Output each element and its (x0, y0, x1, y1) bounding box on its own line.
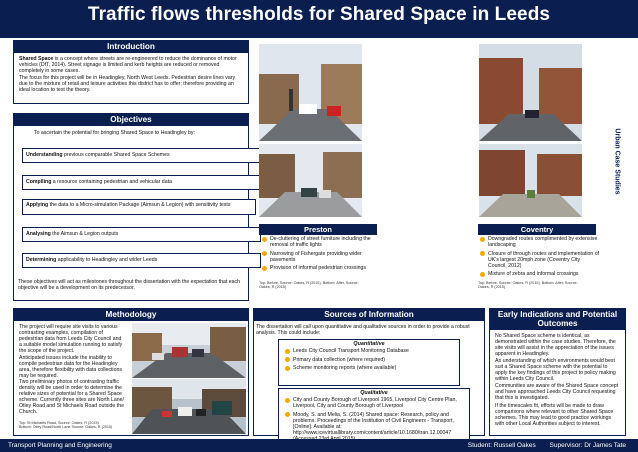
photo-preston-after (259, 144, 362, 217)
qualitative-box (278, 388, 470, 442)
objective-item (22, 175, 261, 190)
methodology-p3: Two preliminary photos of contrasting traffic density will be used in order to determine the relative sizes of potential for a Shared Space scheme. Currently three sites are North Lane/ Otley Road and St Michaels Road outside the Church. (19, 379, 124, 415)
shared-space-term: Shared Space (19, 56, 54, 62)
sources-heading: Sources of Information (253, 308, 485, 321)
bullet-icon (480, 272, 485, 277)
bullet-text: Moody, S. and Melia, S. (2014) Shared space: Research, policy and problems. Proceedings of the Institution of Civil Engineers - Transport, [Online]. Available at: http://www.icevirtuallibrary.com/content/article/10.1680/tran.12.00047 (293, 411, 454, 436)
list-item (285, 348, 455, 354)
bullet-icon (262, 251, 267, 256)
bullet-text: City and County Borough of Liverpool 1965, Liverpool City Centre Plan, Liverpool, City and County Borough of Liverpool (293, 397, 457, 409)
list-item (262, 236, 380, 248)
objective-item (22, 253, 261, 268)
footer-credits (456, 442, 626, 449)
objectives-intro: To ascertain the potential for bringing Shared Space to Headingley by: (34, 130, 195, 136)
methodology-p2: Anticipated issues include the inability to compile pedestrian data for the Headingley area, therefore flexibility with data collections may be required. (19, 355, 122, 379)
methodology-panel (13, 308, 249, 436)
objectives-body (13, 126, 249, 301)
list-item (285, 357, 455, 363)
objective-item (22, 227, 261, 242)
bullet-icon (285, 412, 290, 417)
introduction-p1 (19, 56, 243, 74)
methodology-p1: The project will require site visits to various contrasting examples, compilation of pedestrian data from Leeds City Council and a suitable model simulation running to satisfy the scope of the project. (19, 324, 123, 354)
bullet-icon (285, 366, 290, 371)
bullet-text: Provision of informal pedestrian crossings (270, 265, 367, 271)
title-bar (0, 0, 638, 38)
list-item (480, 271, 600, 277)
introduction-panel (13, 40, 249, 104)
sources-panel (253, 308, 485, 436)
list-item (262, 251, 380, 263)
list-item (285, 412, 465, 442)
objective-key: Compiling (26, 179, 52, 185)
bullet-icon (285, 357, 290, 362)
poster-title: Traffic flows thresholds for Shared Space in Leeds (87, 4, 551, 25)
objective-text: previous comparable Shared Space Schemes (62, 152, 170, 158)
objective-key: Analysing (26, 231, 51, 237)
footer-programme: Transport Planning and Engineering (8, 442, 112, 449)
photo-otley-road-north-lane (132, 379, 246, 434)
bullet-icon (480, 251, 485, 256)
methodology-heading: Methodology (13, 308, 249, 321)
quantitative-heading: Quantitative (353, 341, 385, 347)
objective-key: Determining (26, 257, 57, 263)
sources-body (253, 321, 485, 436)
outcomes-p1: No Shared Space scheme is identical, as demonstrated within the case studies. Therefore, the site visits will assist in the appreciation of the issues apparent in Headingley. (495, 333, 616, 357)
bullet-text: Downgraded routes complimented by extensive landscaping (488, 236, 598, 248)
bullet-icon (285, 398, 290, 403)
introduction-p1-rest: is a concept where streets are re-engineered to reduce the dominance of motor vehicles (DfT, 2014). Street signage is limited and kerb heights are reduced or removed completely in some cases. (19, 56, 237, 74)
coventry-caption: Top: Before, Source: Oakes, R (2015). Bottom: After, Source: Oakes, R (2015) (478, 281, 578, 290)
objectives-panel (13, 113, 249, 301)
outcomes-p4: If the timescales fit, efforts will be made to draw comparisons where relevant to other Shared Space schemes. This may lead to good practice workings with other Local Authorities subject to interest. (495, 403, 614, 427)
list-item (262, 265, 380, 271)
list-item (480, 236, 600, 248)
objectives-heading: Objectives (13, 113, 249, 126)
introduction-heading: Introduction (13, 40, 249, 53)
methodology-caption: Top: St Michaels Road, Source: Oakes, R (2015) Bottom: Otley Road/North Lane Source: Oakes, R (2015) (19, 421, 113, 430)
list-item (285, 365, 455, 371)
urban-case-studies-text: Urban Case Studies (613, 128, 621, 195)
list-item (285, 397, 465, 409)
methodology-body (13, 321, 249, 436)
objective-text: applicability to Headingley and wider Leeds (56, 257, 158, 263)
urban-case-studies-label (610, 120, 624, 210)
introduction-body (13, 53, 249, 104)
bullet-icon (480, 237, 485, 242)
bullet-text: Narrowing of Fishergate providing wider pavements (270, 250, 362, 263)
bullet-icon (262, 237, 267, 242)
outcomes-heading: Early Indications and Potential Outcomes (489, 308, 626, 330)
photo-coventry-before (479, 44, 582, 141)
bullet-text: Closure of through routes and implementation of UK's largest 20mph zone (Coventry City Council, 2012) (488, 250, 600, 269)
sources-intro: The dissertation will call upon quantitative and qualitative sources in order to provide a robust analysis. This could include: (256, 324, 470, 336)
preston-caption: Top: Before, Source: Oakes, R (2015). Bottom: After, Source: Oakes, R (2015) (259, 281, 359, 290)
outcomes-p3: Communities are aware of the Shared Space concept and have approached Leeds City Council requesting that this is investigated. (495, 383, 619, 401)
objective-item (22, 199, 256, 215)
coventry-heading: Coventry (478, 224, 596, 235)
footer-student: Student: Russell Oakes (467, 442, 536, 449)
bullet-text: Leeds City Council Transport Monitoring Database (293, 348, 409, 354)
objective-key: Applying (26, 202, 49, 208)
photo-coventry-after (479, 144, 582, 217)
outcomes-body (489, 330, 626, 436)
objectives-footer: These objectives will act as milestones throughout the dissertation with the expectation that each objective will be a development on its predecessor. (18, 279, 241, 291)
photo-preston-before (259, 44, 362, 141)
objective-text: the data to a Micro-simulation Package (Aimsun & Legion) with sensitivity tests (48, 202, 231, 208)
qualitative-heading: Qualitative (360, 390, 388, 396)
coventry-bullets (480, 236, 600, 280)
introduction-p2: The focus for this project will be in Headingley, North West Leeds. Pedestrian desire lines vary due to the mixture of retail and leisure activities this district has to offer; therefore providing an ideal location to test the theory. (19, 75, 236, 93)
bullet-text: Mixture of zebra and informal crossings (488, 271, 579, 277)
outcomes-panel (489, 308, 626, 436)
bullet-text: Primary data collection (where required) (293, 356, 385, 363)
bullet-icon (262, 266, 267, 271)
objective-item (22, 148, 261, 163)
bullet-text: De-cluttering of street furniture including the removal of traffic lights (270, 236, 371, 248)
quantitative-box (278, 339, 460, 386)
preston-heading: Preston (259, 224, 377, 235)
objective-text: a resource containing pedestrian and vehicular data (51, 179, 172, 185)
objective-key: Understanding (26, 152, 63, 158)
list-item (480, 251, 600, 269)
footer-supervisor: Supervisor: Dr James Tate (549, 442, 626, 449)
bullet-icon (285, 349, 290, 354)
objective-text: the Aimsun & Legion outputs (50, 231, 119, 237)
photo-st-michaels-road (132, 323, 246, 378)
bullet-text: Scheme monitoring reports (where available) (293, 365, 397, 371)
footer-bar (0, 439, 638, 452)
preston-bullets (262, 236, 380, 274)
outcomes-p2: An understanding of which environments would best suit a Shared Space scheme with the potential to apply the key findings of this project to policy making within Leeds City Council. (495, 358, 616, 382)
